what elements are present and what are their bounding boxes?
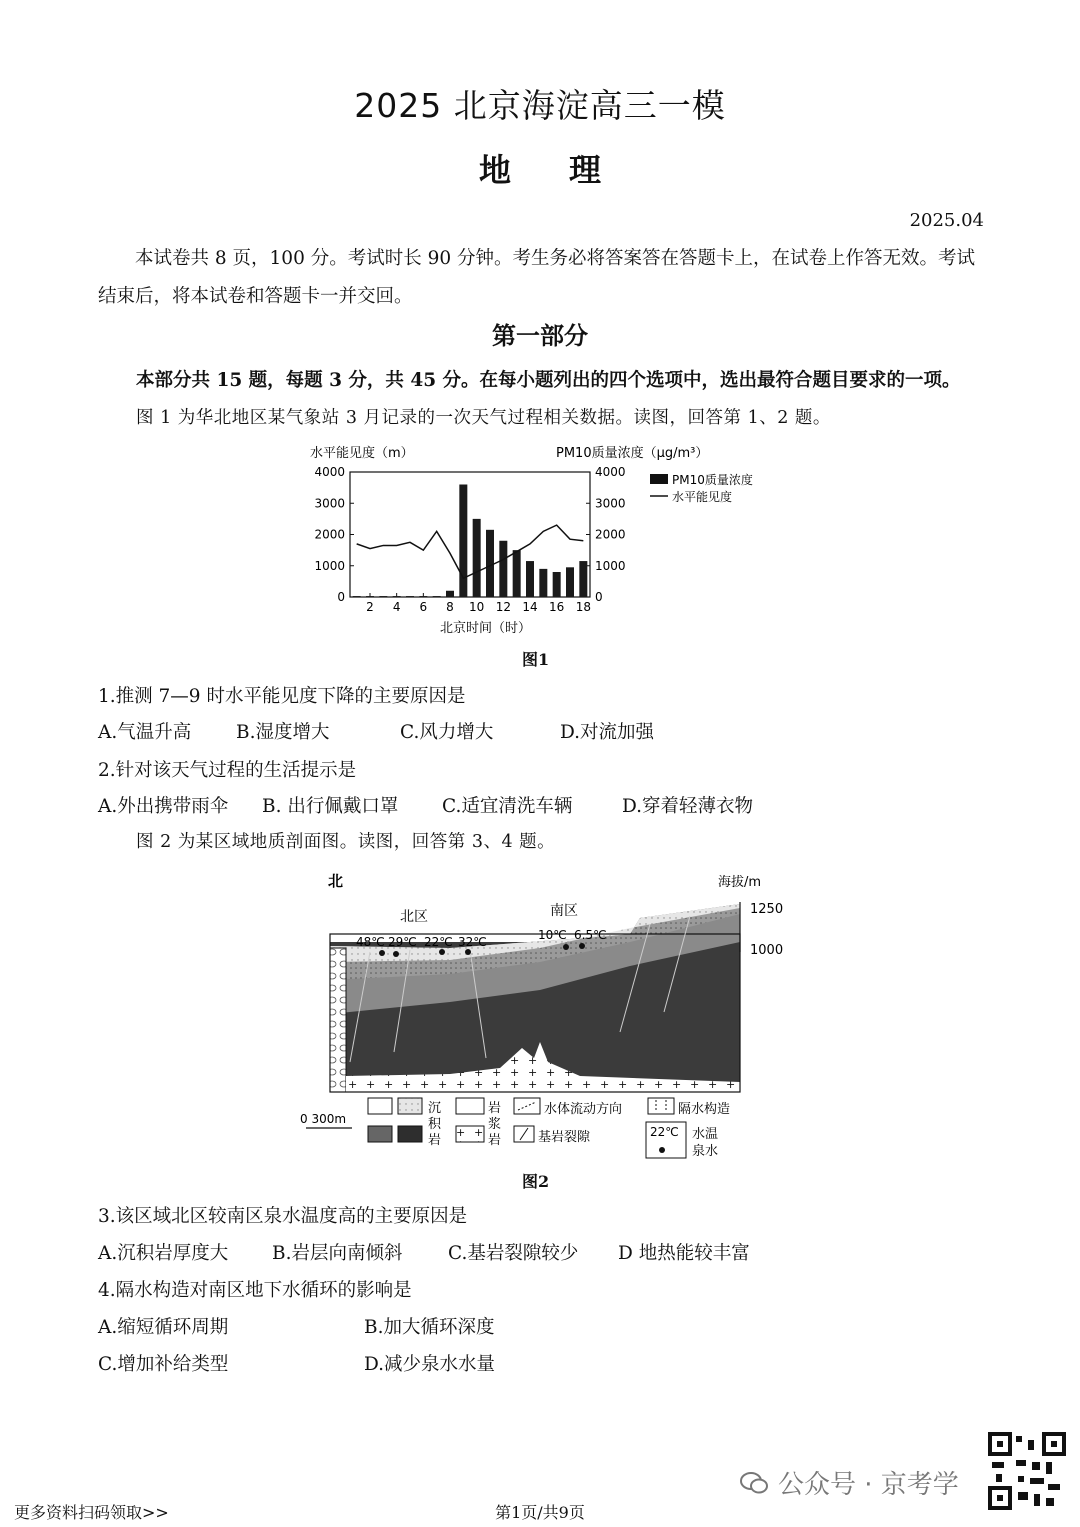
- q1-option-c[interactable]: C.风力增大: [400, 722, 494, 743]
- x-tick-label: 16: [549, 600, 565, 614]
- wechat-icon: [740, 1471, 768, 1495]
- legend-sed-white: [368, 1098, 392, 1114]
- footer-more-resources[interactable]: 更多资料扫码领取>>: [14, 1503, 169, 1522]
- pm10-bar: [366, 596, 374, 597]
- legend-flow-label: 水体流动方向: [544, 1102, 623, 1117]
- question-4-stem: 4.隔水构造对南区地下水循环的影响是: [98, 1280, 412, 1301]
- south-area-label: 南区: [550, 903, 578, 919]
- chart-ylabel-left: 水平能见度（m）: [310, 446, 414, 461]
- legend-barrier-box: [648, 1098, 674, 1114]
- chart-xlabel: 北京时间（时）: [440, 621, 532, 636]
- spring-temp-6-5: 6.5℃: [574, 928, 607, 942]
- watermark-text: 公众号 · 京考学: [778, 1470, 959, 1500]
- legend-spring-char-1: 水温: [692, 1127, 719, 1142]
- legend-magma-char-2: 浆: [488, 1117, 502, 1132]
- question-1-stem: 1.推测 7—9 时水平能见度下降的主要原因是: [98, 686, 466, 707]
- pm10-bar: [419, 596, 427, 597]
- y-tick-label-left: 1000: [314, 558, 345, 573]
- figure2-cross-section: [290, 862, 810, 1162]
- legend-magma-char-3: 岩: [488, 1133, 502, 1148]
- legend-sed-char-1: 沉: [428, 1101, 442, 1116]
- pm10-bar: [566, 567, 574, 597]
- pm10-bar: [353, 596, 361, 597]
- chart-ylabel-right: PM10质量浓度（μg/m³）: [556, 446, 709, 461]
- chart-bars: [353, 485, 588, 598]
- spring-temp-10: 10℃: [538, 928, 567, 942]
- x-tick-label: 12: [495, 600, 511, 614]
- altitude-label: 海拔/m: [718, 875, 762, 890]
- q2-option-c[interactable]: C.适宜清洗车辆: [442, 796, 573, 817]
- y-tick-label-right: 3000: [595, 496, 626, 511]
- pm10-bar: [486, 530, 494, 597]
- cobble-column: [330, 948, 346, 1092]
- visibility-line: [357, 525, 584, 578]
- spring-dot: [579, 943, 585, 949]
- x-tick-label: 10: [469, 600, 485, 614]
- question-3-stem: 3.该区域北区较南区泉水温度高的主要原因是: [98, 1206, 468, 1227]
- figure2-legend: [300, 1098, 730, 1159]
- pm10-bar: [579, 561, 587, 597]
- y-tick-label-left: 3000: [314, 496, 345, 511]
- legend-fracture-label: 基岩裂隙: [538, 1130, 591, 1145]
- q3-option-b[interactable]: B.岩层向南倾斜: [272, 1243, 403, 1264]
- altitude-1000: 1000: [750, 943, 784, 958]
- chart-line: [357, 525, 584, 578]
- legend-sed-dark: [398, 1126, 422, 1142]
- pm10-bar: [513, 550, 521, 597]
- q1-option-d[interactable]: D.对流加强: [560, 722, 655, 743]
- spring-dot: [393, 951, 399, 957]
- x-tick-label: 2: [366, 600, 374, 614]
- altitude-1250: 1250: [750, 902, 784, 917]
- legend-line-label: 水平能见度: [672, 490, 733, 504]
- figure2-intro: 图 2 为某区域地质剖面图。读图，回答第 3、4 题。: [136, 832, 556, 852]
- q3-option-a[interactable]: A.沉积岩厚度大: [98, 1243, 229, 1264]
- subject-title: 地理: [478, 151, 659, 189]
- north-label: 北: [328, 872, 344, 890]
- figure2-caption: 图2: [522, 1172, 550, 1191]
- y-tick-label-left: 2000: [314, 527, 345, 542]
- legend-sed-char-3: 岩: [428, 1133, 442, 1148]
- x-tick-label: 14: [522, 600, 538, 614]
- section-title: 第一部分: [492, 321, 588, 350]
- legend-magma-2: [456, 1126, 484, 1142]
- q4-option-a[interactable]: A.缩短循环周期: [98, 1317, 229, 1338]
- page-number: 第1页/共9页: [495, 1503, 585, 1522]
- q4-option-d[interactable]: D.减少泉水水量: [364, 1354, 496, 1375]
- pm10-bar: [473, 519, 481, 597]
- y-tick-label-right: 0: [595, 590, 603, 604]
- y-tick-label-right: 1000: [595, 558, 626, 573]
- q2-option-b[interactable]: B. 出行佩戴口罩: [262, 796, 399, 817]
- x-tick-label: 8: [446, 600, 454, 614]
- pm10-bar: [379, 596, 387, 597]
- spring-dot: [465, 949, 471, 955]
- q3-option-d[interactable]: D 地热能较丰富: [618, 1243, 750, 1264]
- figure1-caption: 图1: [522, 650, 550, 669]
- pm10-bar: [526, 561, 534, 597]
- q2-option-d[interactable]: D.穿着轻薄衣物: [622, 796, 754, 817]
- x-tick-label: 4: [392, 600, 401, 614]
- figure1-chart: [290, 440, 780, 640]
- pm10-bar: [393, 596, 401, 597]
- legend-spring-temp: 22℃: [650, 1125, 679, 1139]
- legend-bar-label: PM10质量浓度: [672, 473, 753, 487]
- q4-option-b[interactable]: B.加大循环深度: [364, 1317, 495, 1338]
- north-area-label: 北区: [400, 909, 428, 925]
- legend-barrier-label: 隔水构造: [678, 1102, 731, 1117]
- scale-label: 0 300m: [300, 1112, 347, 1126]
- watermark: [740, 1464, 959, 1501]
- spring-temp-32: 32℃: [458, 935, 487, 949]
- spring-temp-22: 22℃: [424, 935, 453, 949]
- legend-sed-char-2: 积: [428, 1117, 442, 1132]
- exam-title: 2025 北京海淀高三一模: [354, 86, 726, 125]
- y-tick-label-left: 0: [337, 590, 345, 604]
- spring-dot-icon: [659, 1147, 665, 1153]
- section-instructions: 本部分共 15 题，每题 3 分，共 45 分。在每小题列出的四个选项中，选出最符合题目要求的一项。: [136, 370, 961, 391]
- legend-magma-1: [456, 1098, 484, 1114]
- x-tick-label: 6: [419, 600, 428, 614]
- legend-bar-swatch: [650, 474, 668, 484]
- spring-dot: [439, 949, 445, 955]
- spring-temp-29: 29℃: [388, 935, 417, 949]
- x-tick-label: 18: [575, 600, 591, 614]
- spring-temp-48: 48℃: [356, 935, 385, 949]
- pm10-bar: [553, 572, 561, 597]
- figure1-intro: 图 1 为华北地区某气象站 3 月记录的一次天气过程相关数据。读图，回答第 1、2 题。: [136, 408, 831, 428]
- pm10-bar: [433, 596, 441, 597]
- y-tick-label-right: 4000: [595, 465, 626, 479]
- pm10-bar: [499, 541, 507, 597]
- legend-sed-mid: [368, 1126, 392, 1142]
- pm10-bar: [406, 596, 414, 597]
- q3-option-c[interactable]: C.基岩裂隙较少: [448, 1243, 579, 1264]
- pm10-bar: [446, 591, 454, 597]
- chart-legend: [650, 472, 753, 504]
- qr-code-icon[interactable]: [988, 1432, 1066, 1510]
- pm10-bar: [539, 569, 547, 597]
- q1-option-a[interactable]: A.气温升高: [98, 722, 192, 743]
- exam-intro: 本试卷共 8 页，100 分。考试时长 90 分钟。考生务必将答案答在答题卡上，在试卷上作答无效。考试结束后，将本试卷和答题卡一并交回。: [98, 248, 976, 307]
- spring-dot: [379, 950, 385, 956]
- y-tick-label-right: 2000: [595, 527, 626, 542]
- q2-option-a[interactable]: A.外出携带雨伞: [98, 796, 229, 817]
- q4-option-c[interactable]: C.增加补给类型: [98, 1354, 229, 1375]
- y-tick-label-left: 4000: [314, 465, 345, 479]
- question-2-stem: 2.针对该天气过程的生活提示是: [98, 760, 357, 781]
- spring-dot: [563, 944, 569, 950]
- legend-spring-char-2: 泉水: [692, 1144, 719, 1159]
- legend-magma-char-1: 岩: [488, 1101, 502, 1116]
- legend-sed-light: [398, 1098, 422, 1114]
- exam-date: 2025.04: [909, 210, 984, 231]
- q1-option-b[interactable]: B.湿度增大: [236, 722, 330, 743]
- pm10-bar: [459, 485, 467, 598]
